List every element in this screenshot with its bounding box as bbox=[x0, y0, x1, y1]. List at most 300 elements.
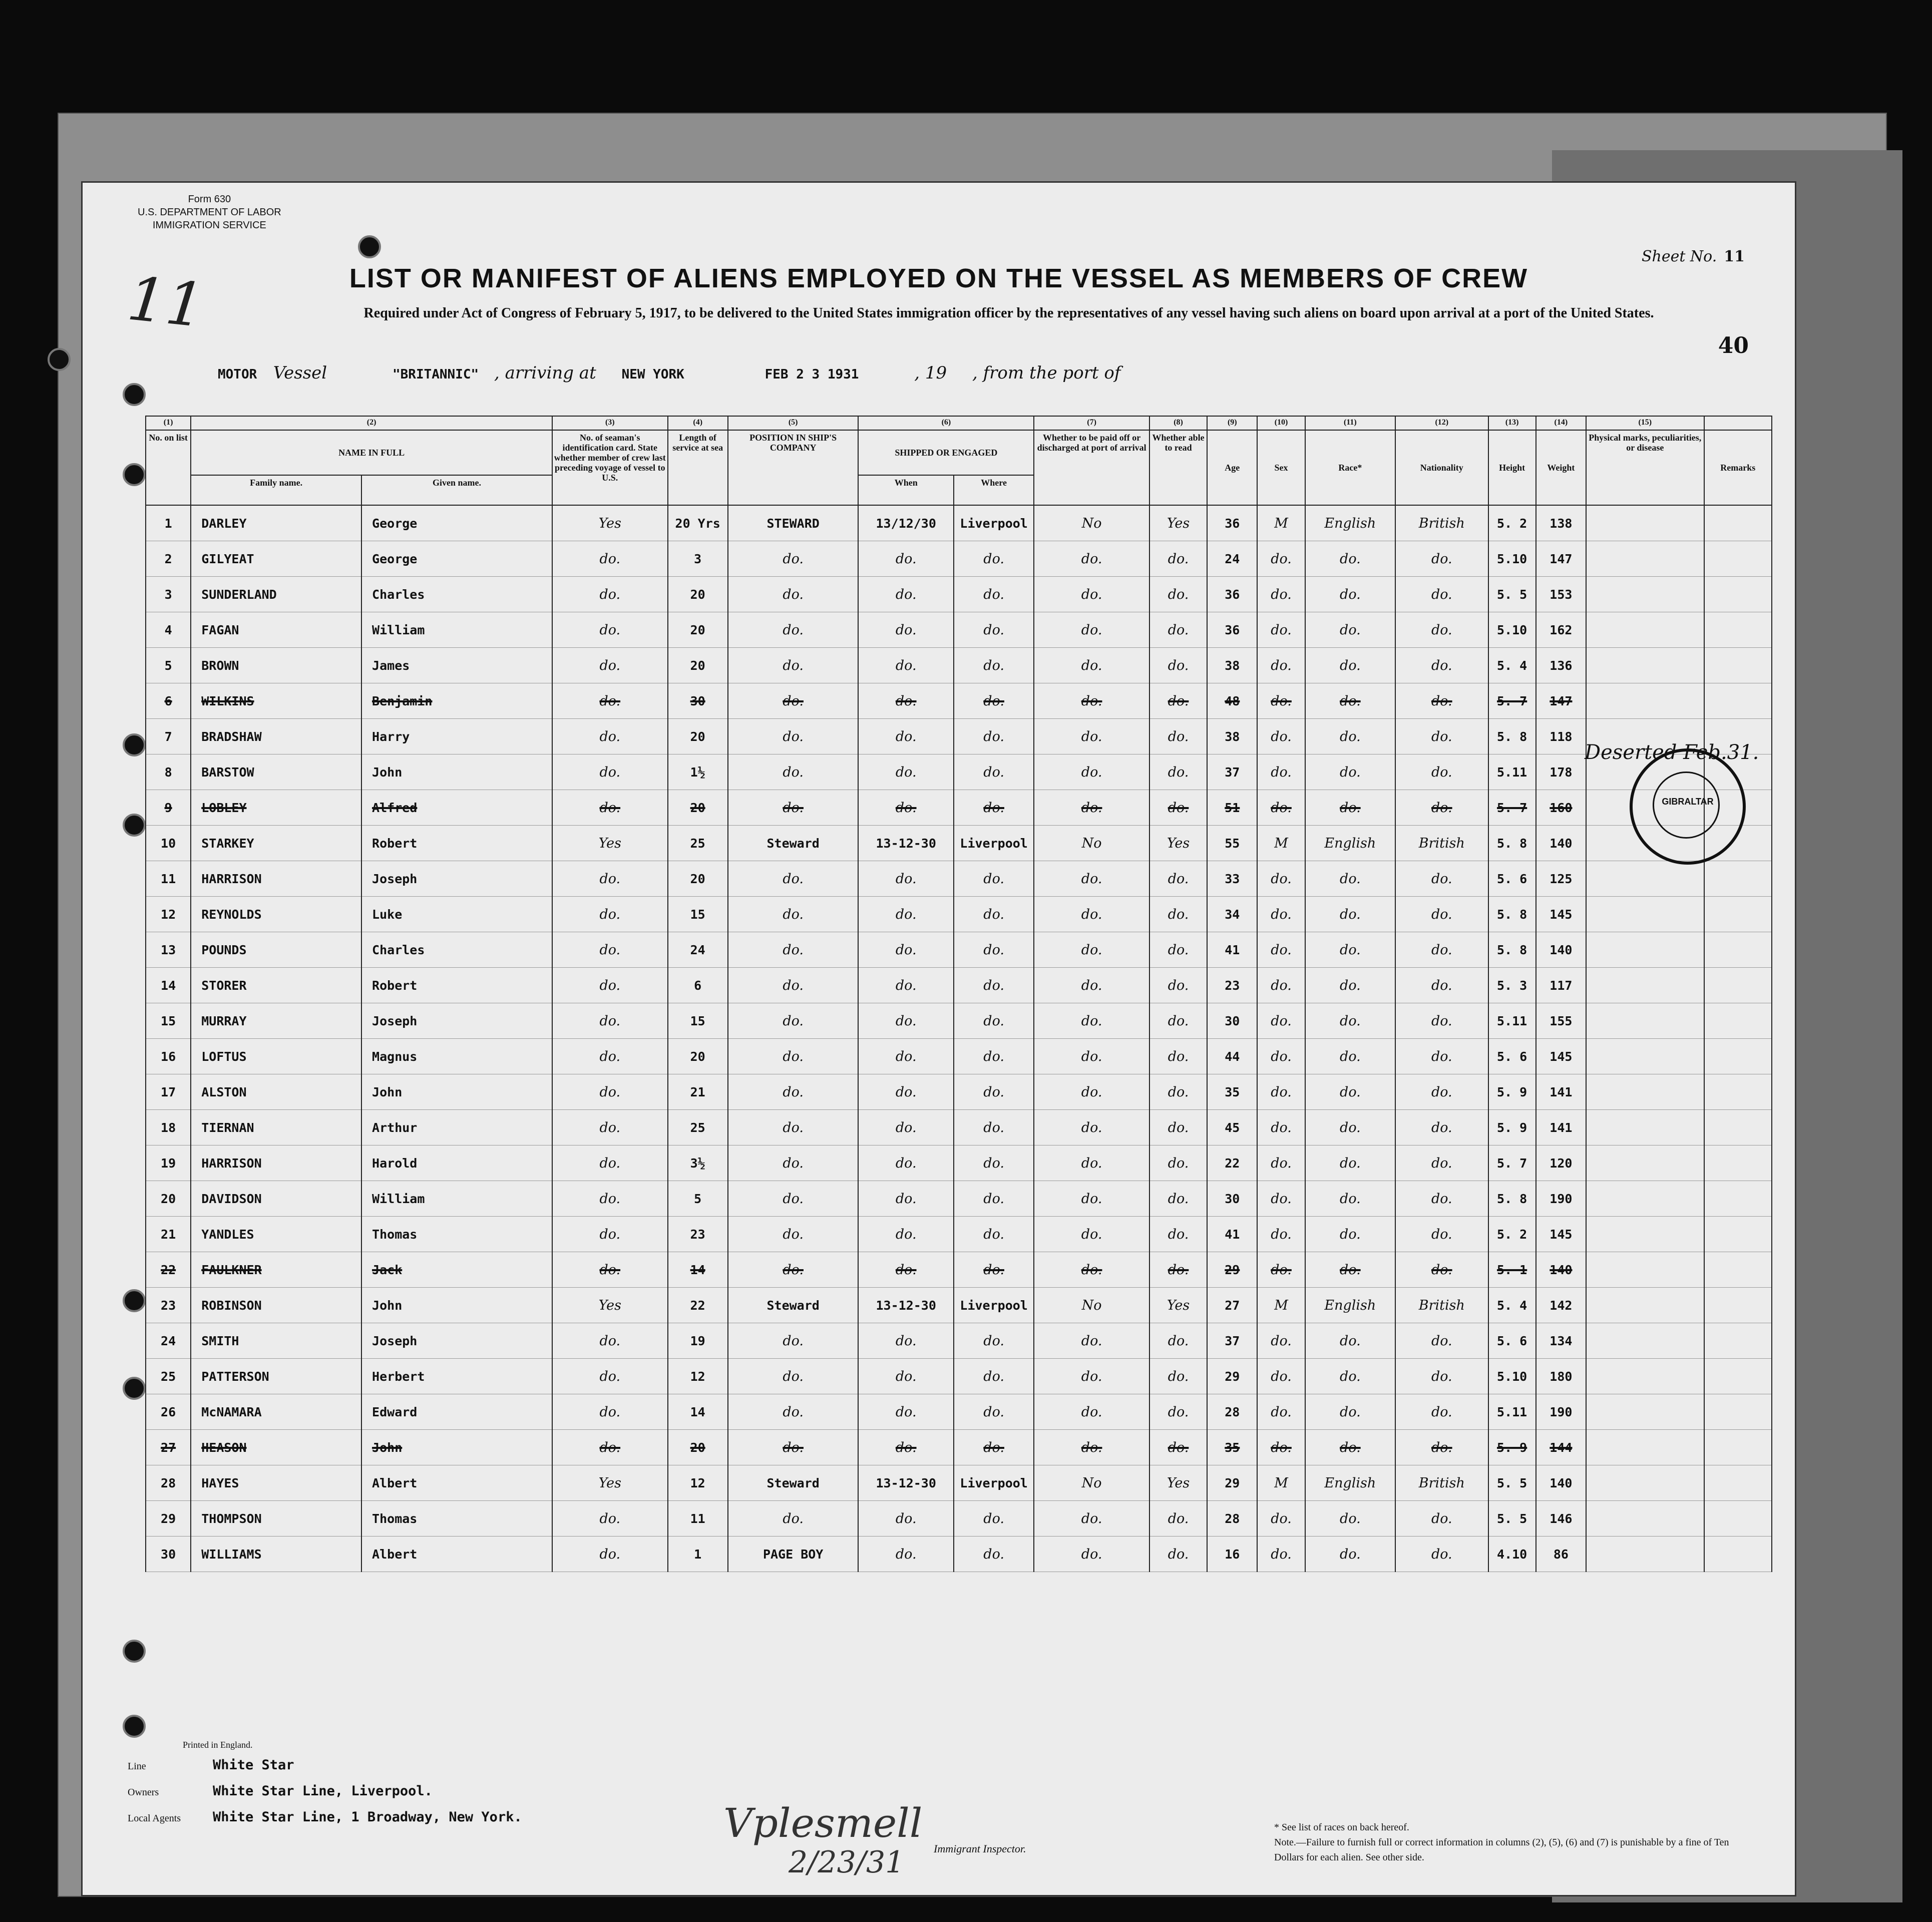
nationality: do. bbox=[1395, 1110, 1488, 1145]
nationality: do. bbox=[1395, 1145, 1488, 1181]
agents-label: Local Agents bbox=[128, 1813, 181, 1824]
nationality: do. bbox=[1395, 1536, 1488, 1572]
member-status: Yes bbox=[552, 505, 668, 541]
service-length: 15 bbox=[668, 897, 728, 932]
age: 23 bbox=[1207, 968, 1257, 1003]
able-to-read: do. bbox=[1149, 932, 1207, 968]
crew-no: 30 bbox=[146, 1536, 191, 1572]
able-to-read: do. bbox=[1149, 648, 1207, 683]
remarks bbox=[1704, 577, 1772, 612]
crew-no: 2 bbox=[146, 541, 191, 577]
sex: do. bbox=[1257, 541, 1305, 577]
age: 44 bbox=[1207, 1039, 1257, 1074]
paid-off: do. bbox=[1034, 1181, 1149, 1217]
stamp-note: Deserted Feb.31. bbox=[1585, 741, 1759, 764]
family-name: STARKEY bbox=[191, 826, 361, 861]
nationality: British bbox=[1395, 1288, 1488, 1323]
header-service: Length of service at sea bbox=[668, 430, 728, 505]
able-to-read: Yes bbox=[1149, 505, 1207, 541]
age: 41 bbox=[1207, 1217, 1257, 1252]
shipped-where: do. bbox=[954, 1003, 1034, 1039]
able-to-read: do. bbox=[1149, 1074, 1207, 1110]
shipped-when: do. bbox=[858, 1003, 953, 1039]
page-number: 40 bbox=[1718, 333, 1749, 358]
weight: 155 bbox=[1536, 1003, 1586, 1039]
owners-row bbox=[128, 1783, 522, 1809]
position: do. bbox=[728, 1074, 859, 1110]
weight: 153 bbox=[1536, 577, 1586, 612]
shipped-where: do. bbox=[954, 861, 1034, 897]
weight: 136 bbox=[1536, 648, 1586, 683]
service-length: 20 bbox=[668, 1430, 728, 1465]
member-status: do. bbox=[552, 897, 668, 932]
race: do. bbox=[1305, 1145, 1395, 1181]
sheet-label: Sheet No. bbox=[1641, 248, 1717, 265]
race: do. bbox=[1305, 683, 1395, 719]
family-name: BROWN bbox=[191, 648, 361, 683]
crew-no: 23 bbox=[146, 1288, 191, 1323]
physical-marks bbox=[1586, 1359, 1704, 1394]
member-status: do. bbox=[552, 790, 668, 826]
shipped-when: do. bbox=[858, 541, 953, 577]
position: do. bbox=[728, 683, 859, 719]
shipped-where: do. bbox=[954, 683, 1034, 719]
height: 5. 9 bbox=[1488, 1430, 1536, 1465]
physical-marks bbox=[1586, 648, 1704, 683]
family-name: HARRISON bbox=[191, 861, 361, 897]
crew-no: 24 bbox=[146, 1323, 191, 1359]
paid-off: No bbox=[1034, 1288, 1149, 1323]
crew-rows bbox=[146, 505, 1772, 1572]
member-status: Yes bbox=[552, 1465, 668, 1501]
member-status: do. bbox=[552, 1181, 668, 1217]
crew-no: 6 bbox=[146, 683, 191, 719]
position: do. bbox=[728, 541, 859, 577]
handwritten-mark: 11 bbox=[124, 264, 208, 341]
height: 5. 5 bbox=[1488, 1465, 1536, 1501]
race: do. bbox=[1305, 1181, 1395, 1217]
age: 28 bbox=[1207, 1394, 1257, 1430]
given-name: Albert bbox=[361, 1536, 552, 1572]
shipped-when: do. bbox=[858, 1501, 953, 1536]
physical-marks bbox=[1586, 1430, 1704, 1465]
shipped-where: do. bbox=[954, 1323, 1034, 1359]
height: 5.10 bbox=[1488, 612, 1536, 648]
sex: do. bbox=[1257, 861, 1305, 897]
race: do. bbox=[1305, 1323, 1395, 1359]
position: do. bbox=[728, 1394, 859, 1430]
inspector-label: Immigrant Inspector. bbox=[934, 1842, 1026, 1855]
shipped-when: do. bbox=[858, 1536, 953, 1572]
table-row bbox=[146, 968, 1772, 1003]
height: 5. 8 bbox=[1488, 826, 1536, 861]
height: 5. 3 bbox=[1488, 968, 1536, 1003]
family-name: YANDLES bbox=[191, 1217, 361, 1252]
position: do. bbox=[728, 1252, 859, 1288]
family-name: HARRISON bbox=[191, 1145, 361, 1181]
member-status: do. bbox=[552, 1145, 668, 1181]
nationality: do. bbox=[1395, 1323, 1488, 1359]
paid-off: do. bbox=[1034, 1501, 1149, 1536]
shipped-where: Liverpool bbox=[954, 826, 1034, 861]
crew-no: 25 bbox=[146, 1359, 191, 1394]
sex: do. bbox=[1257, 1217, 1305, 1252]
remarks bbox=[1704, 1359, 1772, 1394]
table-row bbox=[146, 1145, 1772, 1181]
crew-no: 1 bbox=[146, 505, 191, 541]
able-to-read: do. bbox=[1149, 541, 1207, 577]
table-row bbox=[146, 790, 1772, 826]
consulate-stamp bbox=[1630, 748, 1746, 865]
col-number: (12) bbox=[1395, 416, 1488, 430]
age: 37 bbox=[1207, 754, 1257, 790]
nationality: British bbox=[1395, 826, 1488, 861]
crew-no: 13 bbox=[146, 932, 191, 968]
agents-row bbox=[128, 1809, 522, 1835]
given-name: Joseph bbox=[361, 861, 552, 897]
shipped-where: do. bbox=[954, 1359, 1034, 1394]
arrival-date-stamp: FEB 2 3 1931 bbox=[764, 367, 859, 382]
table-row bbox=[146, 861, 1772, 897]
race: English bbox=[1305, 505, 1395, 541]
remarks bbox=[1704, 1110, 1772, 1145]
vessel-type: MOTOR bbox=[218, 367, 257, 382]
shipped-when: do. bbox=[858, 1359, 953, 1394]
table-row bbox=[146, 932, 1772, 968]
family-name: DAVIDSON bbox=[191, 1181, 361, 1217]
col-number: (14) bbox=[1536, 416, 1586, 430]
shipped-where: do. bbox=[954, 719, 1034, 754]
shipped-where: do. bbox=[954, 1501, 1034, 1536]
header-race: Race* bbox=[1305, 430, 1395, 505]
age: 29 bbox=[1207, 1252, 1257, 1288]
race: do. bbox=[1305, 1110, 1395, 1145]
shipped-where: do. bbox=[954, 1394, 1034, 1430]
sex: do. bbox=[1257, 1074, 1305, 1110]
given-name: Thomas bbox=[361, 1217, 552, 1252]
punch-hole bbox=[123, 1289, 146, 1312]
family-name: FAGAN bbox=[191, 612, 361, 648]
footnotes bbox=[1274, 1820, 1745, 1865]
crew-no: 18 bbox=[146, 1110, 191, 1145]
given-name: Joseph bbox=[361, 1003, 552, 1039]
sex: do. bbox=[1257, 897, 1305, 932]
vessel-line bbox=[218, 363, 1670, 383]
department-name: U.S. DEPARTMENT OF LABOR bbox=[138, 207, 281, 218]
weight: 141 bbox=[1536, 1074, 1586, 1110]
given-name: James bbox=[361, 648, 552, 683]
col-number: (7) bbox=[1034, 416, 1149, 430]
race: English bbox=[1305, 826, 1395, 861]
weight: 190 bbox=[1536, 1394, 1586, 1430]
nationality: do. bbox=[1395, 754, 1488, 790]
header-physical-marks: Physical marks, peculiarities, or disease bbox=[1586, 430, 1704, 505]
weight: 178 bbox=[1536, 754, 1586, 790]
service-length: 20 bbox=[668, 861, 728, 897]
race: do. bbox=[1305, 1501, 1395, 1536]
footnote-fine: Note.—Failure to furnish full or correct information in columns (2), (5), (6) and (7) is punishable by a fine of Ten Dollars for each alien. See other side. bbox=[1274, 1837, 1729, 1863]
shipped-when: do. bbox=[858, 1039, 953, 1074]
crew-no: 20 bbox=[146, 1181, 191, 1217]
physical-marks bbox=[1586, 1145, 1704, 1181]
col-number: (15) bbox=[1586, 416, 1704, 430]
shipped-where: do. bbox=[954, 1252, 1034, 1288]
service-length: 3 bbox=[668, 541, 728, 577]
able-to-read: do. bbox=[1149, 1181, 1207, 1217]
shipped-when: do. bbox=[858, 1217, 953, 1252]
crew-no: 26 bbox=[146, 1394, 191, 1430]
paid-off: do. bbox=[1034, 1110, 1149, 1145]
shipped-where: Liverpool bbox=[954, 1288, 1034, 1323]
position: do. bbox=[728, 648, 859, 683]
manifest-page bbox=[81, 181, 1796, 1896]
weight: 147 bbox=[1536, 683, 1586, 719]
able-to-read: do. bbox=[1149, 1252, 1207, 1288]
able-to-read: do. bbox=[1149, 968, 1207, 1003]
vessel-label: Vessel bbox=[273, 363, 327, 383]
remarks bbox=[1704, 1465, 1772, 1501]
position: PAGE BOY bbox=[728, 1536, 859, 1572]
member-status: do. bbox=[552, 861, 668, 897]
table-row bbox=[146, 1430, 1772, 1465]
paid-off: do. bbox=[1034, 541, 1149, 577]
age: 27 bbox=[1207, 1288, 1257, 1323]
service-length: 20 bbox=[668, 648, 728, 683]
punch-hole bbox=[123, 1640, 146, 1663]
race: do. bbox=[1305, 1003, 1395, 1039]
family-name: STORER bbox=[191, 968, 361, 1003]
member-status: Yes bbox=[552, 826, 668, 861]
family-name: MURRAY bbox=[191, 1003, 361, 1039]
crew-no: 14 bbox=[146, 968, 191, 1003]
family-name: POUNDS bbox=[191, 932, 361, 968]
position: do. bbox=[728, 897, 859, 932]
sex: do. bbox=[1257, 1394, 1305, 1430]
family-name: WILKINS bbox=[191, 683, 361, 719]
sex: do. bbox=[1257, 1430, 1305, 1465]
paid-off: do. bbox=[1034, 612, 1149, 648]
punch-hole bbox=[358, 235, 381, 258]
physical-marks bbox=[1586, 1288, 1704, 1323]
physical-marks bbox=[1586, 505, 1704, 541]
height: 5.11 bbox=[1488, 1003, 1536, 1039]
sex: do. bbox=[1257, 790, 1305, 826]
weight: 180 bbox=[1536, 1359, 1586, 1394]
nationality: do. bbox=[1395, 683, 1488, 719]
physical-marks bbox=[1586, 1501, 1704, 1536]
shipped-where: do. bbox=[954, 754, 1034, 790]
service-length: 20 bbox=[668, 612, 728, 648]
family-name: ALSTON bbox=[191, 1074, 361, 1110]
form-number: Form 630 bbox=[188, 194, 231, 205]
sex: do. bbox=[1257, 1039, 1305, 1074]
sex: do. bbox=[1257, 1181, 1305, 1217]
header-given-name: Given name. bbox=[361, 475, 552, 505]
col-number: (10) bbox=[1257, 416, 1305, 430]
remarks bbox=[1704, 1003, 1772, 1039]
shipped-when: do. bbox=[858, 754, 953, 790]
height: 5. 6 bbox=[1488, 861, 1536, 897]
sex: do. bbox=[1257, 968, 1305, 1003]
shipped-when: do. bbox=[858, 1323, 953, 1359]
paid-off: do. bbox=[1034, 683, 1149, 719]
able-to-read: Yes bbox=[1149, 1288, 1207, 1323]
remarks bbox=[1704, 968, 1772, 1003]
line-value: White Star bbox=[213, 1757, 294, 1773]
paid-off: No bbox=[1034, 826, 1149, 861]
height: 5. 1 bbox=[1488, 1252, 1536, 1288]
age: 33 bbox=[1207, 861, 1257, 897]
given-name: John bbox=[361, 1074, 552, 1110]
remarks bbox=[1704, 648, 1772, 683]
given-name: Alfred bbox=[361, 790, 552, 826]
age: 24 bbox=[1207, 541, 1257, 577]
shipped-where: do. bbox=[954, 648, 1034, 683]
race: do. bbox=[1305, 1394, 1395, 1430]
sex: do. bbox=[1257, 1003, 1305, 1039]
age: 16 bbox=[1207, 1536, 1257, 1572]
service-length: 25 bbox=[668, 1110, 728, 1145]
service-length: 14 bbox=[668, 1394, 728, 1430]
nationality: do. bbox=[1395, 577, 1488, 612]
inspector-signature: Vplesmell bbox=[723, 1800, 923, 1846]
table-row bbox=[146, 897, 1772, 932]
service-length: 25 bbox=[668, 826, 728, 861]
paid-off: do. bbox=[1034, 1217, 1149, 1252]
race: do. bbox=[1305, 719, 1395, 754]
service-length: 22 bbox=[668, 1288, 728, 1323]
height: 5.11 bbox=[1488, 1394, 1536, 1430]
position: do. bbox=[728, 577, 859, 612]
able-to-read: do. bbox=[1149, 719, 1207, 754]
line-label: Line bbox=[128, 1761, 146, 1772]
service-length: 23 bbox=[668, 1217, 728, 1252]
service-length: 20 Yrs bbox=[668, 505, 728, 541]
owners-label: Owners bbox=[128, 1787, 159, 1798]
age: 30 bbox=[1207, 1003, 1257, 1039]
shipped-when: do. bbox=[858, 719, 953, 754]
given-name: Magnus bbox=[361, 1039, 552, 1074]
shipped-where: do. bbox=[954, 612, 1034, 648]
table-row bbox=[146, 1288, 1772, 1323]
table-row bbox=[146, 683, 1772, 719]
crew-no: 9 bbox=[146, 790, 191, 826]
physical-marks bbox=[1586, 541, 1704, 577]
weight: 118 bbox=[1536, 719, 1586, 754]
header-weight: Weight bbox=[1536, 430, 1586, 505]
given-name: Thomas bbox=[361, 1501, 552, 1536]
agents-value: White Star Line, 1 Broadway, New York. bbox=[213, 1809, 522, 1825]
family-name: BRADSHAW bbox=[191, 719, 361, 754]
member-status: do. bbox=[552, 1217, 668, 1252]
service-length: 6 bbox=[668, 968, 728, 1003]
col-number: (4) bbox=[668, 416, 728, 430]
given-name: Edward bbox=[361, 1394, 552, 1430]
shipped-where: do. bbox=[954, 577, 1034, 612]
paid-off: do. bbox=[1034, 1003, 1149, 1039]
sex: do. bbox=[1257, 932, 1305, 968]
table-row bbox=[146, 577, 1772, 612]
col-number: (3) bbox=[552, 416, 668, 430]
position: do. bbox=[728, 861, 859, 897]
remarks bbox=[1704, 932, 1772, 968]
paid-off: do. bbox=[1034, 719, 1149, 754]
weight: 147 bbox=[1536, 541, 1586, 577]
member-status: do. bbox=[552, 719, 668, 754]
col-number bbox=[1704, 416, 1772, 430]
table-row bbox=[146, 1323, 1772, 1359]
position: do. bbox=[728, 1217, 859, 1252]
sex: do. bbox=[1257, 1359, 1305, 1394]
shipped-when: 13-12-30 bbox=[858, 826, 953, 861]
sex: do. bbox=[1257, 648, 1305, 683]
shipped-when: do. bbox=[858, 683, 953, 719]
member-status: do. bbox=[552, 1039, 668, 1074]
header-when: When bbox=[858, 475, 953, 505]
age: 41 bbox=[1207, 932, 1257, 968]
remarks bbox=[1704, 1536, 1772, 1572]
given-name: Albert bbox=[361, 1465, 552, 1501]
paid-off: No bbox=[1034, 505, 1149, 541]
header-paid-off: Whether to be paid off or discharged at port of arrival bbox=[1034, 430, 1149, 505]
race: do. bbox=[1305, 612, 1395, 648]
table-row bbox=[146, 1181, 1772, 1217]
service-length: 20 bbox=[668, 719, 728, 754]
service-length: 1 bbox=[668, 1536, 728, 1572]
race: English bbox=[1305, 1465, 1395, 1501]
age: 36 bbox=[1207, 577, 1257, 612]
paid-off: do. bbox=[1034, 968, 1149, 1003]
able-to-read: do. bbox=[1149, 1430, 1207, 1465]
weight: 120 bbox=[1536, 1145, 1586, 1181]
punch-hole bbox=[123, 1377, 146, 1400]
height: 5.11 bbox=[1488, 754, 1536, 790]
table-row bbox=[146, 1110, 1772, 1145]
height: 5. 9 bbox=[1488, 1074, 1536, 1110]
member-status: do. bbox=[552, 754, 668, 790]
paid-off: do. bbox=[1034, 861, 1149, 897]
service-length: 24 bbox=[668, 932, 728, 968]
physical-marks bbox=[1586, 1039, 1704, 1074]
nationality: do. bbox=[1395, 1501, 1488, 1536]
nationality: do. bbox=[1395, 1217, 1488, 1252]
race: English bbox=[1305, 1288, 1395, 1323]
service-length: 20 bbox=[668, 1039, 728, 1074]
age: 37 bbox=[1207, 1323, 1257, 1359]
sheet-value: 11 bbox=[1724, 248, 1745, 265]
paid-off: do. bbox=[1034, 1359, 1149, 1394]
given-name: Harold bbox=[361, 1145, 552, 1181]
shipped-when: do. bbox=[858, 1110, 953, 1145]
able-to-read: do. bbox=[1149, 897, 1207, 932]
position: do. bbox=[728, 1501, 859, 1536]
position: do. bbox=[728, 1181, 859, 1217]
from-port-label: , from the port of bbox=[972, 363, 1121, 383]
service-length: 19 bbox=[668, 1323, 728, 1359]
remarks bbox=[1704, 683, 1772, 719]
member-status: Yes bbox=[552, 1288, 668, 1323]
sex: M bbox=[1257, 1288, 1305, 1323]
family-name: HAYES bbox=[191, 1465, 361, 1501]
member-status: do. bbox=[552, 683, 668, 719]
able-to-read: Yes bbox=[1149, 1465, 1207, 1501]
position: Steward bbox=[728, 1465, 859, 1501]
crew-no: 15 bbox=[146, 1003, 191, 1039]
height: 5. 7 bbox=[1488, 683, 1536, 719]
nationality: do. bbox=[1395, 861, 1488, 897]
height: 5. 8 bbox=[1488, 897, 1536, 932]
member-status: do. bbox=[552, 932, 668, 968]
